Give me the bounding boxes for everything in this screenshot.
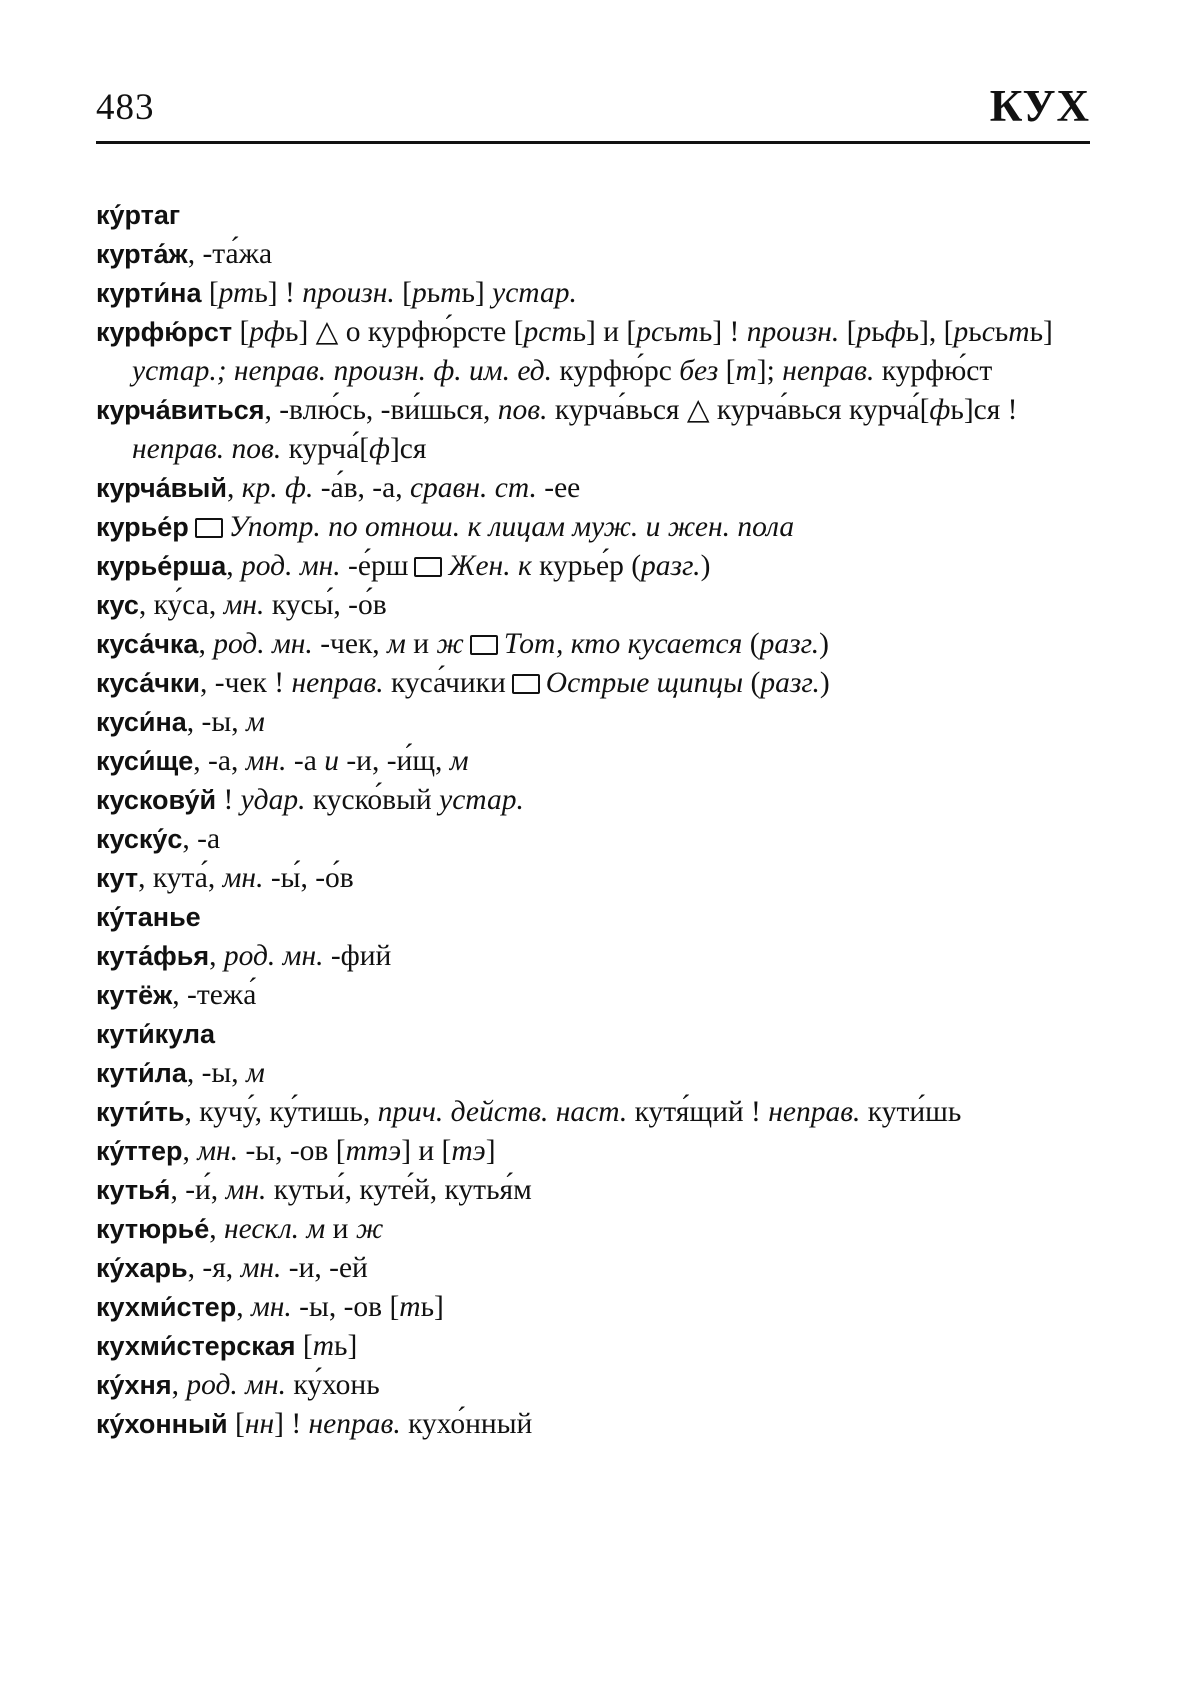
dictionary-entry <box>96 976 1090 1015</box>
grammar-note: м <box>245 706 265 738</box>
dictionary-entry <box>96 469 1090 508</box>
grammar-note: мн. <box>240 1252 282 1284</box>
headword: куску́с <box>96 824 183 854</box>
grammar-note: кр. ф. <box>241 472 314 504</box>
grammar-note: род. мн. <box>223 940 324 972</box>
entry-text: -а <box>286 745 325 777</box>
grammar-note: род. мн. <box>186 1369 286 1401</box>
entry-text: , -влю́сь, -ви́шься, <box>264 394 498 426</box>
dictionary-entry <box>96 1015 1090 1054</box>
grammar-note: ф <box>884 316 906 348</box>
entry-text: , -и́, <box>170 1174 226 1206</box>
grammar-note: т <box>677 316 699 348</box>
grammar-note: Тот, кто кусается <box>503 628 743 660</box>
grammar-note: с <box>981 316 995 348</box>
entry-text: курфю́рс <box>552 355 680 387</box>
entry-text: [ <box>718 355 736 387</box>
headword: ку́ттер <box>96 1136 183 1166</box>
dictionary-entry <box>96 1210 1090 1249</box>
entry-text: ь] <box>1029 316 1053 348</box>
grammar-note: м <box>387 628 406 660</box>
entry-text: , <box>182 1135 198 1167</box>
dictionary-entry <box>96 508 1090 547</box>
grammar-note: т <box>312 1330 335 1362</box>
grammar-note: мн. <box>222 862 264 894</box>
headword: кускову́й <box>96 785 217 815</box>
entry-text: -ы́, -о́в <box>263 862 354 894</box>
entry-text: ь] и [ <box>572 316 637 348</box>
grammar-note: неправ. пов. <box>132 433 282 465</box>
headword: кутья́ <box>96 1175 171 1205</box>
dictionary-entry <box>96 1327 1090 1366</box>
running-head: КУХ <box>989 81 1090 131</box>
entry-text: ку́хонь <box>285 1369 380 1401</box>
entry-text: ь] △ о курфю́рсте [ <box>285 316 524 348</box>
grammar-note: сравн. ст. <box>409 472 537 504</box>
grammar-note: м <box>246 1057 265 1089</box>
grammar-note: р <box>411 277 427 309</box>
dictionary-entry <box>96 1093 1090 1132</box>
entry-text: , -я, <box>187 1252 241 1284</box>
grammar-note: разг. <box>759 628 820 660</box>
entry-text: ь <box>871 316 885 348</box>
usage-note-box-icon <box>512 674 540 694</box>
entry-text: ) <box>700 550 711 582</box>
entry-text: -и, -ей <box>281 1252 368 1284</box>
entry-text: , -чек ! <box>200 667 292 699</box>
dictionary-entry <box>96 781 1090 820</box>
entry-text: кусы́, -о́в <box>264 589 387 621</box>
entry-text: , -ы, <box>186 706 246 738</box>
grammar-note: т <box>735 355 757 387</box>
dictionary-entry <box>96 274 1090 313</box>
headword: курти́на <box>96 278 202 308</box>
headword: ку́хня <box>96 1370 172 1400</box>
dictionary-entry <box>96 235 1090 274</box>
grammar-note: мн. <box>250 1291 292 1323</box>
entry-text: ь], [ <box>905 316 954 348</box>
headword: куси́ще <box>96 746 194 776</box>
headword: курча́виться <box>96 395 265 425</box>
dictionary-entry <box>96 937 1090 976</box>
dictionary-entry <box>96 664 1090 703</box>
page-header <box>96 80 1090 142</box>
grammar-note: устар. <box>492 277 577 309</box>
entry-text: , кучу́, ку́тишь, <box>184 1096 378 1128</box>
entry-text: , -та́жа <box>187 238 273 270</box>
entry-text: ]ся <box>389 433 427 465</box>
headword: курфю́рст <box>96 317 233 347</box>
entry-text: ь] <box>461 277 493 309</box>
entry-text: ь <box>968 316 982 348</box>
grammar-note: произн. <box>302 277 395 309</box>
grammar-note: ж <box>355 1213 384 1245</box>
headword: ку́ртаг <box>96 200 181 230</box>
grammar-note: рс <box>636 316 665 348</box>
grammar-note: неправ. <box>782 355 875 387</box>
grammar-note: устар. <box>439 784 524 816</box>
entry-text: и <box>325 1213 356 1245</box>
entry-text: -а́в, -а, <box>313 472 410 504</box>
entry-text: -ы, -ов [ <box>238 1135 346 1167</box>
entry-text: ! <box>216 784 241 816</box>
grammar-note: и <box>324 745 339 777</box>
dictionary-entry <box>96 820 1090 859</box>
grammar-note: т <box>399 1291 421 1323</box>
headword: кути́ть <box>96 1097 185 1127</box>
headword: куси́на <box>96 707 187 737</box>
grammar-note: тэ <box>451 1135 486 1167</box>
entry-text: куса́чики <box>383 667 506 699</box>
grammar-note: Жен. к <box>448 550 532 582</box>
grammar-note: пов. <box>497 394 548 426</box>
entry-text: ь <box>994 316 1009 348</box>
headword: курча́вый <box>96 473 227 503</box>
dictionary-entry <box>96 898 1090 937</box>
grammar-note: нн <box>244 1408 275 1440</box>
entry-text: ( <box>743 667 761 699</box>
entry-text: ] <box>485 1135 496 1167</box>
entry-text: [ <box>201 277 219 309</box>
entry-text: [ <box>227 1408 245 1440</box>
dictionary-entry <box>96 547 1090 586</box>
usage-note-box-icon <box>414 557 442 577</box>
dictionary-entry <box>96 703 1090 742</box>
dictionary-entry <box>96 391 1090 469</box>
entry-text: -ее <box>536 472 581 504</box>
entry-text: , -ы, <box>186 1057 247 1089</box>
entry-text: кутя́щий ! <box>627 1096 769 1128</box>
grammar-note: неправ. <box>308 1408 401 1440</box>
entry-text: кутьи́, куте́й, кутья́м <box>266 1174 532 1206</box>
grammar-note: устар.; неправ. произн. ф. им. ед. <box>132 355 553 387</box>
grammar-note: нескл. м <box>224 1213 326 1245</box>
entry-text: [ <box>839 316 857 348</box>
grammar-note: ф <box>929 394 951 426</box>
entry-text: ]; <box>756 355 783 387</box>
entry-text: ь <box>664 316 678 348</box>
entry-text: , ку́са, <box>138 589 224 621</box>
dictionary-entry <box>96 1054 1090 1093</box>
grammar-note: произн. <box>746 316 840 348</box>
entry-text: курфю́ст <box>874 355 993 387</box>
grammar-note: неправ. <box>768 1096 861 1128</box>
entry-text: ] ! <box>274 1408 309 1440</box>
entry-text: ) <box>819 628 829 660</box>
grammar-note: м <box>449 745 469 777</box>
headword: куса́чка <box>96 629 199 659</box>
header-rule <box>96 141 1090 144</box>
grammar-note: мн. <box>197 1135 239 1167</box>
headword: кута́фья <box>96 941 210 971</box>
entry-text: , -а, <box>193 745 246 777</box>
headword: ку́харь <box>96 1253 188 1283</box>
headword: кутёж <box>96 980 173 1010</box>
dictionary-entry <box>96 1249 1090 1288</box>
grammar-note: род. мн. <box>213 628 313 660</box>
usage-note-box-icon <box>470 635 498 655</box>
entry-text: , -тежа́ <box>172 979 257 1011</box>
headword: курье́рша <box>96 551 227 581</box>
entry-text: ) <box>819 667 830 699</box>
dictionary-entry <box>96 859 1090 898</box>
grammar-note: рф <box>249 316 285 348</box>
grammar-note: прич. действ. наст. <box>377 1096 628 1128</box>
entry-text: ь] ! <box>698 316 747 348</box>
entry-text: , <box>236 1291 251 1323</box>
headword: кут <box>96 863 139 893</box>
page-number: 483 <box>96 87 155 128</box>
grammar-note: рст <box>523 316 573 348</box>
entry-text: , <box>171 1369 187 1401</box>
dictionary-entry <box>96 196 1090 235</box>
grammar-note: ф <box>369 433 390 465</box>
entry-text: ь <box>426 277 441 309</box>
grammar-note: т <box>1008 316 1030 348</box>
dictionary-entry <box>96 1405 1090 1444</box>
headword: кус <box>96 590 139 620</box>
entry-text: , <box>209 1213 224 1245</box>
headword: кути́ла <box>96 1058 187 1088</box>
entry-text: кухо́нный <box>400 1408 533 1440</box>
entry-text: и <box>405 628 437 660</box>
entry-text: , <box>226 550 242 582</box>
headword: кухми́стер <box>96 1292 237 1322</box>
headword: кухми́стерская <box>96 1331 296 1361</box>
grammar-note: р <box>856 316 872 348</box>
dictionary-entry <box>96 742 1090 781</box>
usage-note-box-icon <box>195 518 223 538</box>
entry-text: курча́[ <box>281 433 370 465</box>
entry-text: [ <box>295 1330 313 1362</box>
headword: куса́чки <box>96 668 201 698</box>
entry-text: курча́вься △ курча́вься курча́[ <box>547 394 930 426</box>
entry-text: , <box>198 628 214 660</box>
grammar-note: мн. <box>245 745 287 777</box>
entry-text: , <box>209 940 224 972</box>
grammar-note: род. мн. <box>241 550 341 582</box>
entry-text: [ <box>232 316 250 348</box>
entry-text: ь] ! <box>254 277 303 309</box>
entry-text: ] и [ <box>401 1135 452 1167</box>
entry-text: курье́р ( <box>531 550 642 582</box>
entry-text: , -а <box>182 823 221 855</box>
dictionary-entry <box>96 1132 1090 1171</box>
entry-text: -ы, -ов [ <box>291 1291 400 1323</box>
grammar-note: т <box>440 277 462 309</box>
dictionary-entry <box>96 1171 1090 1210</box>
entry-text: ь] <box>420 1291 444 1323</box>
grammar-note: без <box>679 355 719 387</box>
entry-text: , <box>226 472 242 504</box>
grammar-note: Острые щипцы <box>545 667 744 699</box>
dictionary-entry <box>96 1288 1090 1327</box>
headword: курье́р <box>96 512 189 542</box>
entry-text: ь]ся ! <box>950 394 1018 426</box>
entry-text: -фий <box>323 940 392 972</box>
grammar-note: рт <box>218 277 255 309</box>
entry-text: кути́шь <box>860 1096 962 1128</box>
headword: курта́ж <box>96 239 188 269</box>
grammar-note: ж <box>436 628 464 660</box>
grammar-note: Употр. по отнош. к лицам муж. и жен. пола <box>228 511 795 543</box>
entry-text: [ <box>394 277 412 309</box>
headword: ку́хонный <box>96 1409 228 1439</box>
entry-list <box>96 196 1090 1444</box>
grammar-note: мн. <box>225 1174 267 1206</box>
grammar-note: ттэ <box>345 1135 402 1167</box>
headword: кути́кула <box>96 1019 216 1049</box>
dictionary-entry <box>96 313 1090 391</box>
grammar-note: мн. <box>223 589 265 621</box>
entry-text: -чек, <box>312 628 388 660</box>
entry-text: куско́вый <box>305 784 440 816</box>
headword: ку́танье <box>96 902 201 932</box>
grammar-note: разг. <box>760 667 820 699</box>
grammar-note: р <box>953 316 969 348</box>
grammar-note: удар. <box>240 784 306 816</box>
grammar-note: разг. <box>641 550 701 582</box>
dictionary-entry <box>96 1366 1090 1405</box>
dictionary-entry <box>96 625 1090 664</box>
dictionary-entry <box>96 586 1090 625</box>
entry-text: -е́рш <box>340 550 409 582</box>
grammar-note: неправ. <box>291 667 384 699</box>
entry-text: -и, -и́щ, <box>338 745 450 777</box>
entry-text: ь] <box>334 1330 358 1362</box>
headword: кутюрье́ <box>96 1214 210 1244</box>
entry-text: ( <box>742 628 760 660</box>
entry-text: , кута́, <box>138 862 223 894</box>
